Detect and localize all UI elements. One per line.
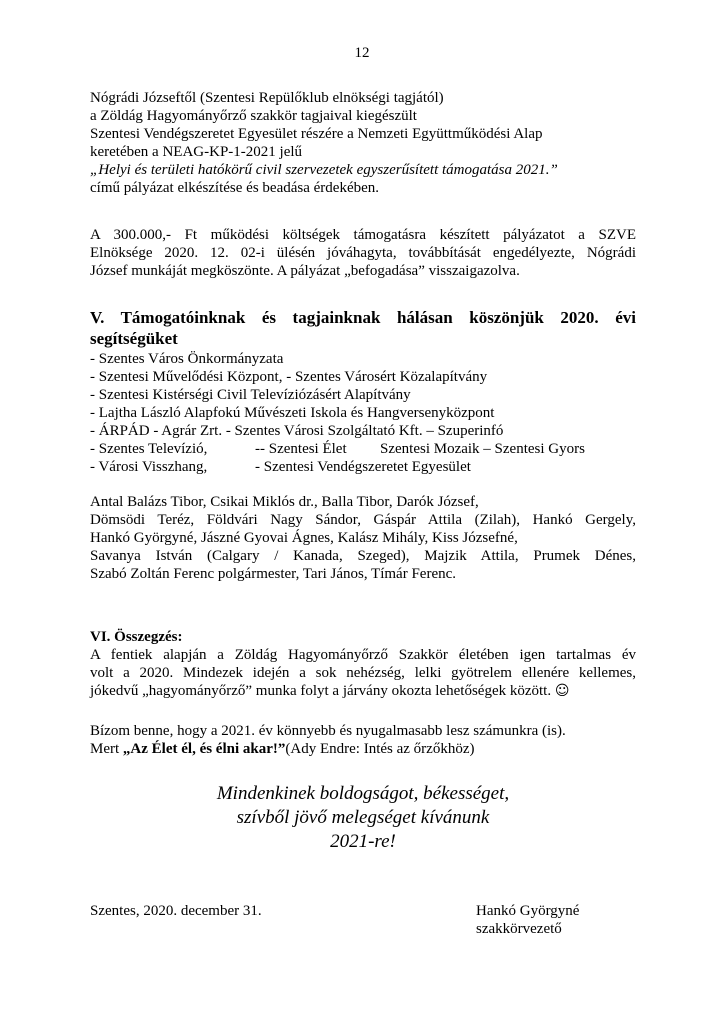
hope-paragraph <box>90 722 636 758</box>
summary-text: jókedvű „hagyományőrző” munka folyt a járvány okozta lehetőségek között. <box>90 683 552 699</box>
supporter-row <box>90 440 636 458</box>
closing-line: 2021-re! <box>330 831 396 852</box>
intro-paragraph <box>90 89 636 197</box>
member-names-line: Szabó Zoltán Ferenc polgármester, Tari János, Tímár Ferenc. <box>90 566 457 582</box>
supporter-item: - Szentes Televízió, <box>90 441 208 457</box>
intro-line: Szentesi Vendégszeretet Egyesület részére a Nemzeti Együttműködési Alap <box>90 126 543 142</box>
supporter-item: - Szentes Város Önkormányzata <box>90 351 284 367</box>
hope-line: Bízom benne, hogy a 2021. év könnyebb és nyugalmasabb lesz számunkra (is). <box>90 723 566 739</box>
section-6-heading: VI. Összegzés: <box>90 629 183 645</box>
approval-line: József munkáját megköszönte. A pályázat „befogadása” visszaigazolva. <box>90 263 520 279</box>
approval-line: Elnöksége 2020. 12. 02-i ülésén jóváhagyta, továbbítását engedélyezte, Nógrádi <box>90 245 636 261</box>
section-5-heading-cont: segítségüket <box>90 329 178 348</box>
member-names-line: Savanya István (Calgary / Kanada, Szeged), Majzik Attila, Prumek Dénes, <box>90 548 636 564</box>
hope-line <box>90 740 636 758</box>
hope-prefix: Mert <box>90 741 123 757</box>
supporter-list <box>90 350 636 476</box>
signer-name: Hankó Györgyné <box>476 903 580 919</box>
member-names-paragraph <box>90 493 636 583</box>
smiley-icon: ☺ <box>554 683 570 699</box>
supporter-item: -- Szentesi Élet <box>255 441 347 457</box>
supporter-item: - Szentesi Kistérségi Civil Televíziózásért Alapítvány <box>90 387 411 403</box>
closing-wish <box>90 782 636 854</box>
approval-line: A 300.000,- Ft működési költségek támogatásra készített pályázatot a SZVE <box>90 227 636 243</box>
quote-source: (Ady Endre: Intés az őrzőkhöz) <box>285 741 475 757</box>
supporter-item: - Városi Visszhang, <box>90 459 208 475</box>
member-names-line: Hankó Györgyné, Jászné Gyovai Ágnes, Kalász Mihály, Kiss Józsefné, <box>90 530 518 546</box>
member-names-line: Antal Balázs Tibor, Csikai Miklós dr., Balla Tibor, Darók József, <box>90 494 479 510</box>
section-6 <box>90 628 636 700</box>
signature-block <box>476 902 579 938</box>
section-5-heading: V. Támogatóinknak és tagjainknak hálásan köszönjük 2020. évi <box>90 308 636 327</box>
member-names-line: Dömsödi Teréz, Földvári Nagy Sándor, Gáspár Attila (Zilah), Hankó Gergely, <box>90 512 636 528</box>
closing-line: Mindenkinek boldogságot, békességet, <box>216 783 510 804</box>
ady-quote: „Az Élet él, és élni akar!” <box>122 741 286 757</box>
supporter-item: - Szentesi Vendégszeretet Egyesület <box>255 459 471 475</box>
approval-paragraph <box>90 226 636 280</box>
supporter-item: - Lajtha László Alapfokú Művészeti Iskola és Hangversenyközpont <box>90 405 495 421</box>
place-and-date: Szentes, 2020. december 31. <box>90 903 262 919</box>
section-5 <box>90 307 636 476</box>
intro-line: keretében a NEAG-KP-1-2021 jelű <box>90 144 303 160</box>
summary-line: A fentiek alapján a Zöldág Hagyományőrző Szakkör életében igen tartalmas év <box>90 647 636 663</box>
supporter-item: Szentesi Mozaik – Szentesi Gyors <box>380 441 585 457</box>
intro-line: Nógrádi Józseftől (Szentesi Repülőklub elnökségi tagjától) <box>90 90 444 106</box>
supporter-item: - ÁRPÁD - Agrár Zrt. - Szentes Városi Szolgáltató Kft. – Szuperinfó <box>90 423 504 439</box>
summary-line <box>90 682 636 700</box>
supporter-row <box>90 458 636 476</box>
summary-line: volt a 2020. Mindezek idején a sok nehézség, lelki gyötrelem ellenére kellemes, <box>90 665 636 681</box>
signer-title: szakkörvezető <box>476 921 562 937</box>
page-number: 12 <box>354 45 370 61</box>
intro-line: című pályázat elkészítése és beadása érdekében. <box>90 180 380 196</box>
supporter-item: - Szentesi Művelődési Központ, - Szentes Városért Közalapítvány <box>90 369 488 385</box>
closing-line: szívből jövő melegséget kívánunk <box>236 807 490 828</box>
intro-line: a Zöldág Hagyományőrző szakkör tagjaival kiegészült <box>90 108 417 124</box>
grant-title: „Helyi és területi hatókörű civil szervezetek egyszerűsített támogatása 2021.” <box>90 162 558 178</box>
